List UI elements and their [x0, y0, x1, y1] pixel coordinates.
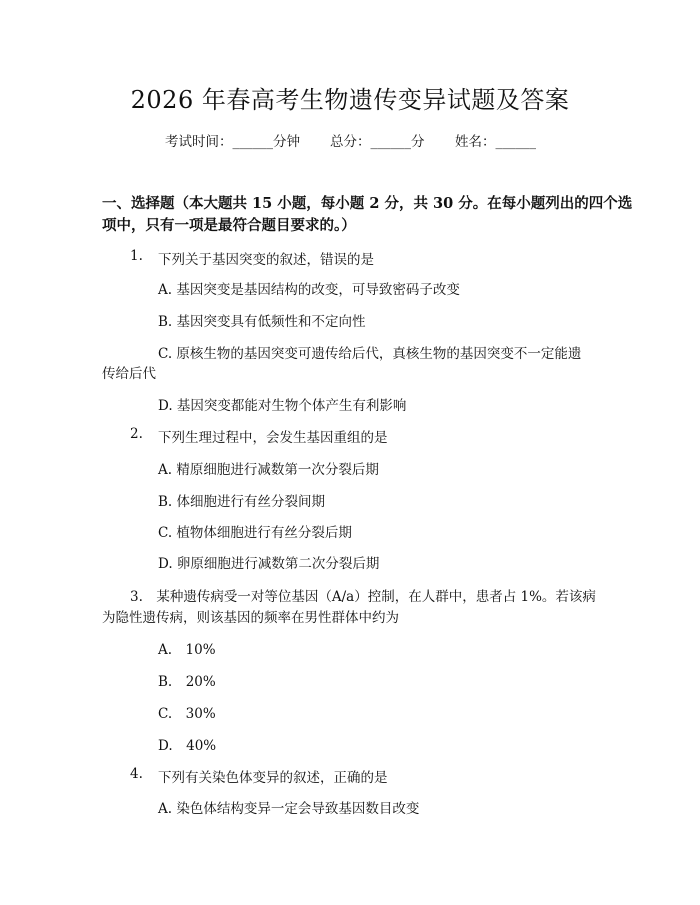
question-number: 2.: [130, 426, 143, 442]
section-heading-line1: 一、选择题（本大题共 15 小题，每小题 2 分，共 30 分。在每小题列出的四个选: [102, 195, 633, 212]
page-title: 2026 年春高考生物遗传变异试题及答案: [130, 86, 570, 114]
question-stem-continued: 为隐性遗传病，则该基因的频率在男性群体中约为: [102, 610, 399, 626]
option-c: C. 植物体细胞进行有丝分裂后期: [158, 525, 352, 541]
question-stem: 下列有关染色体变异的叙述，正确的是: [158, 770, 388, 786]
option-c: C. 30%: [158, 706, 216, 722]
option-b: B. 基因突变具有低频性和不定向性: [158, 314, 366, 330]
option-c: C. 原核生物的基因突变可遗传给后代，真核生物的基因突变不一定能遗: [158, 346, 582, 362]
total-score-field: 总分：______分: [330, 134, 425, 150]
option-b: B. 体细胞进行有丝分裂间期: [158, 494, 326, 510]
student-name-field: 姓名：______: [455, 134, 536, 150]
option-a: A. 精原细胞进行减数第一次分裂后期: [158, 462, 379, 478]
question-stem: 3. 某种遗传病受一对等位基因（A/a）控制，在人群中，患者占 1%。若该病: [130, 589, 596, 605]
question-stem: 下列关于基因突变的叙述，错误的是: [158, 252, 374, 268]
question-number: 1.: [130, 248, 143, 264]
option-c-continued: 传给后代: [102, 366, 156, 382]
option-d: D. 卵原细胞进行减数第二次分裂后期: [158, 556, 380, 572]
option-d: D. 基因突变都能对生物个体产生有利影响: [158, 398, 407, 414]
question-number: 4.: [130, 766, 143, 782]
option-d: D. 40%: [158, 738, 217, 754]
option-a: A. 10%: [158, 642, 216, 658]
option-b: B. 20%: [158, 674, 216, 690]
option-a: A. 染色体结构变异一定会导致基因数目改变: [158, 801, 420, 817]
exam-time-field: 考试时间：______分钟: [165, 134, 300, 150]
option-a: A. 基因突变是基因结构的改变，可导致密码子改变: [158, 282, 460, 298]
question-stem: 下列生理过程中，会发生基因重组的是: [158, 430, 388, 446]
section-heading-line2: 项中，只有一项是最符合题目要求的。）: [102, 217, 356, 234]
